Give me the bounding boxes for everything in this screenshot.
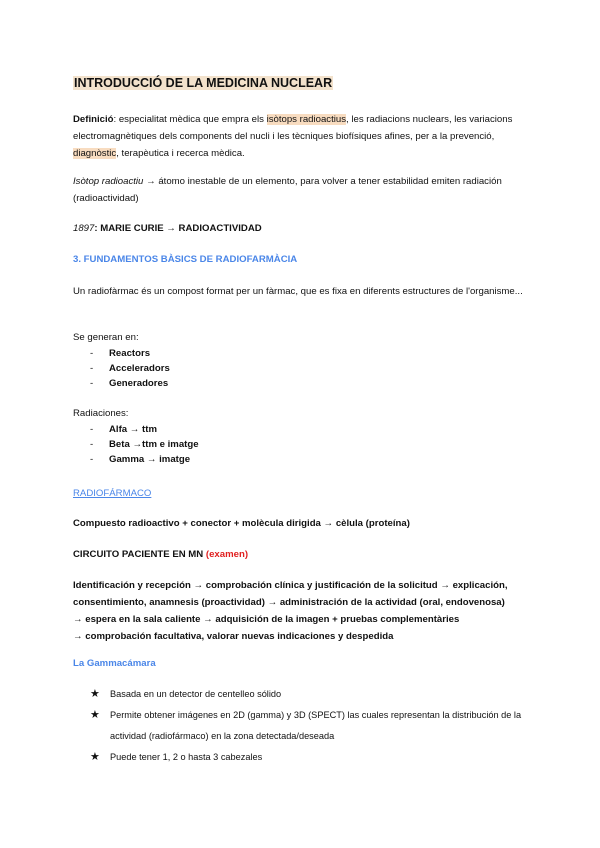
list-item: - Alfa → ttm: [73, 422, 473, 437]
curie-line: 1897: MARIE CURIE → RADIOACTIVIDAD: [73, 223, 262, 234]
star-bullet-icon: ★: [90, 688, 100, 700]
definition-paragraph: Definició: especialitat mèdica que empra els isòtops radioactius, les radiacions nuclears, les variacions electromagnètiques dels components del nucli i les tècniques biofísiques afines, per a la prevenció, diagnòstic, terapèutica i recerca mèdica.: [73, 114, 513, 159]
list-item: ★ Puede tener 1, 2 o hasta 3 cabezales: [90, 747, 530, 768]
radiaciones-label: Radiaciones:: [73, 408, 129, 419]
page-title: INTRODUCCIÓ DE LA MEDICINA NUCLEAR: [74, 76, 333, 90]
list-item: - Gamma → imatge: [73, 452, 473, 467]
list-item: - Acceleradors: [73, 361, 473, 376]
section-3-heading: 3. FUNDAMENTOS BÀSICS DE RADIOFARMÀCIA: [73, 254, 298, 265]
generan-list: [73, 346, 473, 391]
radiofarmaco-link[interactable]: RADIOFÁRMACO: [73, 488, 152, 499]
gammacamara-list: [90, 684, 530, 768]
generan-label: Se generan en:: [73, 332, 139, 343]
star-bullet-icon: ★: [90, 709, 100, 721]
list-item: - Reactors: [73, 346, 473, 361]
list-item: - Beta →ttm e imatge: [73, 437, 473, 452]
circuito-steps: Identificación y recepción → comprobación clínica y justificación de la solicitud → explicación, consentimiento, anamnesis (proactividad) → administración de la actividad (oral, endovenosa) → espera en la sala caliente → adquisición de la imagen + pruebas complementàries → comprobación facultativa, valorar nuevas indicaciones y despedida: [73, 580, 508, 642]
list-item: - Generadores: [73, 376, 473, 391]
isotop-paragraph: Isòtop radioactiu → átomo inestable de un elemento, para volver a tener estabilidad emiten radiación (radioactividad): [73, 176, 502, 204]
radiaciones-list: [73, 422, 473, 467]
compuesto-line: Compuesto radioactivo + conector + molècula dirigida → cèlula (proteína): [73, 518, 410, 529]
list-item: ★ Basada en un detector de centelleo sólido: [90, 684, 530, 705]
gammacamara-heading: La Gammacámara: [73, 658, 156, 669]
star-bullet-icon: ★: [90, 751, 100, 763]
circuito-heading: CIRCUITO PACIENTE EN MN (examen): [73, 549, 249, 560]
radiofarmac-paragraph: Un radiofàrmac és un compost format per un fàrmac, que es fixa en diferents estructures de l'organisme...: [73, 286, 523, 297]
list-item: ★ Permite obtener imágenes en 2D (gamma) y 3D (SPECT) las cuales representan la distribución de la actividad (radiofármaco) en la zona detectada/deseada: [90, 705, 530, 747]
